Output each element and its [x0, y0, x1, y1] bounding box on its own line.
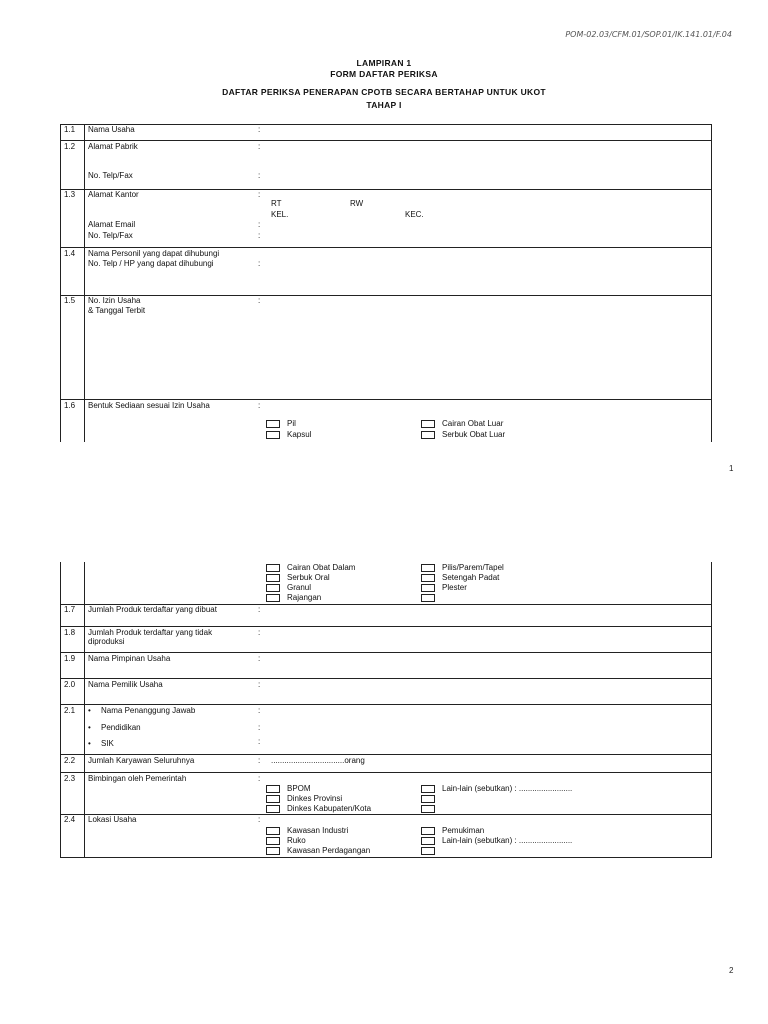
- checkbox-serbuk-oral[interactable]: [266, 574, 280, 582]
- title-form: FORM DAFTAR PERIKSA: [330, 69, 438, 79]
- colon: :: [258, 231, 261, 240]
- option-label-ruko: Ruko: [287, 836, 306, 845]
- checkbox-serbuk-obat-luar[interactable]: [421, 431, 435, 439]
- checkbox-plester[interactable]: [421, 584, 435, 592]
- field-label-diproduksi: diproduksi: [88, 637, 125, 646]
- colon: :: [258, 706, 261, 715]
- field-label-nama-usaha: Nama Usaha: [88, 125, 135, 134]
- checkbox-cairan-obat-luar[interactable]: [421, 420, 435, 428]
- field-label-alamat-kantor: Alamat Kantor: [88, 190, 139, 199]
- option-label-pemukiman: Pemukiman: [442, 826, 485, 835]
- row-divider: [61, 772, 711, 773]
- checkbox-blank[interactable]: [421, 795, 435, 803]
- colon: :: [258, 296, 261, 305]
- field-label-bimbingan: Bimbingan oleh Pemerintah: [88, 774, 187, 783]
- colon: :: [258, 680, 261, 689]
- row-number: 2.2: [64, 756, 76, 765]
- bullet-icon: •: [88, 723, 91, 732]
- row-number: 2.0: [64, 680, 76, 689]
- row-number: 1.8: [64, 628, 76, 637]
- field-label-kel: KEL.: [271, 210, 289, 219]
- colon: :: [258, 259, 261, 268]
- colon: :: [258, 654, 261, 663]
- field-label-izin-usaha: No. Izin Usaha: [88, 296, 141, 305]
- row-divider: [61, 140, 711, 141]
- option-label-cairan-obat-luar: Cairan Obat Luar: [442, 419, 504, 428]
- row-number: 1.6: [64, 401, 76, 410]
- row-number: 1.3: [64, 190, 76, 199]
- row-number: 1.7: [64, 605, 76, 614]
- checkbox-kawasan-perdagangan[interactable]: [266, 847, 280, 855]
- checkbox-rajangan[interactable]: [266, 594, 280, 602]
- field-label-telp-fax: No. Telp/Fax: [88, 231, 133, 240]
- field-label-produk-tidak: Jumlah Produk terdaftar yang tidak: [88, 628, 213, 637]
- checkbox-granul[interactable]: [266, 584, 280, 592]
- row-number: 2.1: [64, 706, 76, 715]
- checkbox-cairan-obat-dalam[interactable]: [266, 564, 280, 572]
- column-divider: [84, 125, 85, 442]
- field-label-pendidikan: Pendidikan: [101, 723, 141, 732]
- colon: :: [258, 605, 261, 614]
- option-label-setengah-padat: Setengah Padat: [442, 573, 500, 582]
- colon: :: [258, 815, 261, 824]
- row-divider: [61, 399, 711, 400]
- option-label-serbuk-oral: Serbuk Oral: [287, 573, 330, 582]
- option-label-pilis: Pilis/Parem/Tapel: [442, 563, 504, 572]
- colon: :: [258, 737, 261, 746]
- checkbox-kapsul[interactable]: [266, 431, 280, 439]
- checklist-table-page1: [60, 124, 712, 442]
- row-number: 2.3: [64, 774, 76, 783]
- field-label-produk-dibuat: Jumlah Produk terdaftar yang dibuat: [88, 605, 217, 614]
- title-tahap: TAHAP I: [366, 100, 402, 110]
- option-label-cairan-obat-dalam: Cairan Obat Dalam: [287, 563, 356, 572]
- field-label-alamat-pabrik: Alamat Pabrik: [88, 142, 138, 151]
- colon: :: [258, 125, 261, 134]
- row-divider: [61, 295, 711, 296]
- field-label-nama-personil: Nama Personil yang dapat dihubungi: [88, 249, 220, 258]
- row-divider: [61, 704, 711, 705]
- row-number: 1.1: [64, 125, 76, 134]
- colon: :: [258, 756, 261, 765]
- row-divider: [61, 189, 711, 190]
- field-label-pimpinan: Nama Pimpinan Usaha: [88, 654, 171, 663]
- colon: :: [258, 723, 261, 732]
- option-label-bpom: BPOM: [287, 784, 311, 793]
- option-label-dinkes-provinsi: Dinkes Provinsi: [287, 794, 343, 803]
- field-value-jumlah-karyawan[interactable]: .................................orang: [271, 756, 365, 765]
- column-divider: [84, 562, 85, 857]
- page-number: 2: [729, 966, 734, 975]
- checkbox-kawasan-industri[interactable]: [266, 827, 280, 835]
- option-label-lain-lain: Lain-lain (sebutkan) : ........................: [442, 784, 573, 793]
- field-label-lokasi-usaha: Lokasi Usaha: [88, 815, 137, 824]
- option-label-plester: Plester: [442, 583, 467, 592]
- field-label-email: Alamat Email: [88, 220, 136, 229]
- row-divider: [61, 678, 711, 679]
- field-label-telp-fax: No. Telp/Fax: [88, 171, 133, 180]
- field-label-telp-hp: No. Telp / HP yang dapat dihubungi: [88, 259, 214, 268]
- row-number: 1.4: [64, 249, 76, 258]
- checklist-table-page2: [60, 562, 712, 858]
- title-daftar-periksa: DAFTAR PERIKSA PENERAPAN CPOTB SECARA BERTAHAP UNTUK UKOT: [222, 87, 546, 97]
- checkbox-ruko[interactable]: [266, 837, 280, 845]
- colon: :: [258, 220, 261, 229]
- field-label-rw: RW: [350, 199, 364, 208]
- option-label-pil: Pil: [287, 419, 296, 428]
- row-number: 1.2: [64, 142, 76, 151]
- field-label-rt: RT: [271, 199, 282, 208]
- option-label-kawasan-industri: Kawasan Industri: [287, 826, 349, 835]
- row-divider: [61, 626, 711, 627]
- option-label-kapsul: Kapsul: [287, 430, 312, 439]
- row-divider: [61, 754, 711, 755]
- colon: :: [258, 401, 261, 410]
- bullet-icon: •: [88, 739, 91, 748]
- option-label-serbuk-obat-luar: Serbuk Obat Luar: [442, 430, 506, 439]
- option-label-granul: Granul: [287, 583, 312, 592]
- option-label-dinkes-kabupaten: Dinkes Kabupaten/Kota: [287, 804, 372, 813]
- checkbox-blank[interactable]: [421, 594, 435, 602]
- checkbox-bpom[interactable]: [266, 785, 280, 793]
- row-divider: [61, 652, 711, 653]
- document-reference: POM-02.03/CFM.01/SOP.01/IK.141.01/F.04: [565, 30, 732, 39]
- option-label-rajangan: Rajangan: [287, 593, 322, 602]
- field-label-penanggung-jawab: Nama Penanggung Jawab: [101, 706, 196, 715]
- row-number: 1.5: [64, 296, 76, 305]
- bullet-icon: •: [88, 706, 91, 715]
- checkbox-blank[interactable]: [421, 805, 435, 813]
- colon: :: [258, 171, 261, 180]
- colon: :: [258, 628, 261, 637]
- row-number: 1.9: [64, 654, 76, 663]
- field-label-sik: SIK: [101, 739, 114, 748]
- row-divider: [61, 814, 711, 815]
- colon: :: [258, 774, 261, 783]
- checkbox-pilis[interactable]: [421, 564, 435, 572]
- field-label-tanggal-terbit: & Tanggal Terbit: [88, 306, 146, 315]
- checkbox-pemukiman[interactable]: [421, 827, 435, 835]
- checkbox-pil[interactable]: [266, 420, 280, 428]
- field-label-pemilik: Nama Pemilik Usaha: [88, 680, 163, 689]
- option-label-kawasan-perdagangan: Kawasan Perdagangan: [287, 846, 371, 855]
- checkbox-setengah-padat[interactable]: [421, 574, 435, 582]
- field-label-bentuk-sediaan: Bentuk Sediaan sesuai Izin Usaha: [88, 401, 210, 410]
- checkbox-blank[interactable]: [421, 847, 435, 855]
- page-number: 1: [729, 464, 734, 473]
- colon: :: [258, 142, 261, 151]
- checkbox-lain-lain[interactable]: [421, 837, 435, 845]
- title-lampiran: LAMPIRAN 1: [356, 58, 412, 68]
- checkbox-lain-lain[interactable]: [421, 785, 435, 793]
- field-label-jumlah-karyawan: Jumlah Karyawan Seluruhnya: [88, 756, 195, 765]
- checkbox-dinkes-kabupaten[interactable]: [266, 805, 280, 813]
- field-label-kec: KEC.: [405, 210, 424, 219]
- checkbox-dinkes-provinsi[interactable]: [266, 795, 280, 803]
- option-label-lain-lain: Lain-lain (sebutkan) : ........................: [442, 836, 573, 845]
- row-divider: [61, 247, 711, 248]
- row-number: 2.4: [64, 815, 76, 824]
- colon: :: [258, 190, 261, 199]
